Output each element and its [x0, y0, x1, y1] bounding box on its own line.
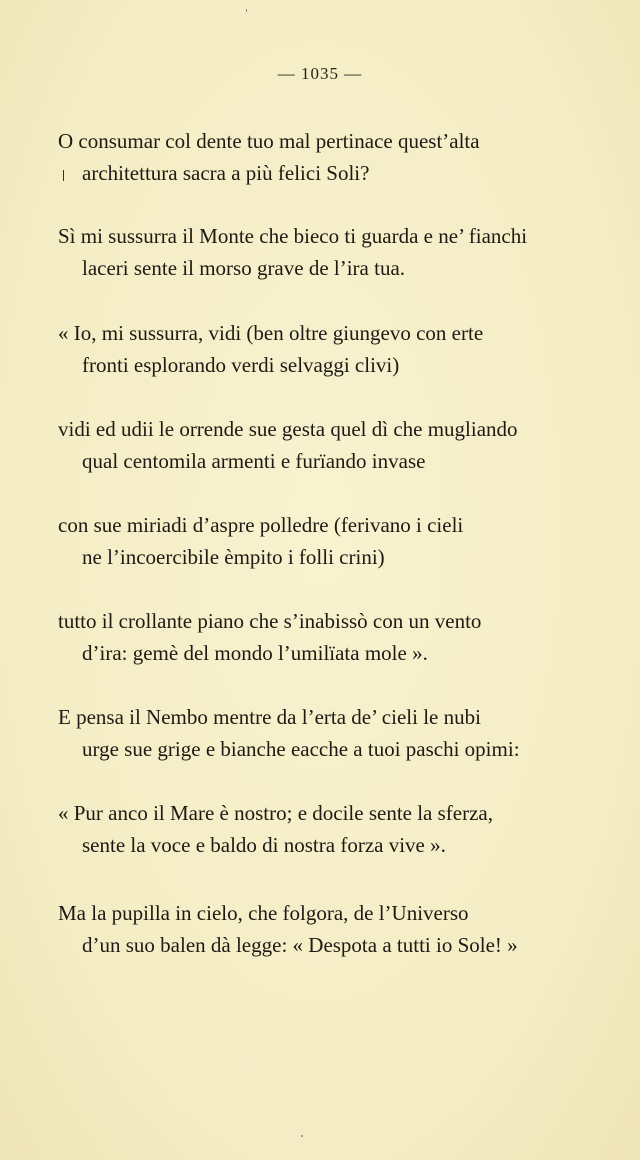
- margin-mark: [63, 170, 64, 181]
- stanza-line: vidi ed udii le orrende sue gesta quel dì che mugliando: [58, 417, 518, 441]
- stanza-line: laceri sente il morso grave de l’ira tua.: [82, 256, 406, 280]
- stanza-line: Ma la pupilla in cielo, che folgora, de l’Universo: [58, 901, 469, 925]
- stanza-line: tutto il crollante piano che s’inabissò con un vento: [58, 609, 482, 633]
- stanza-line: d’un suo balen dà legge: « Despota a tutti io Sole! »: [82, 933, 518, 957]
- stanza-line: architettura sacra a più felici Soli?: [82, 161, 370, 185]
- stanza-line: « Pur anco il Mare è nostro; e docile sente la sferza,: [58, 801, 494, 825]
- stanza-line: d’ira: gemè del mondo l’umilïata mole ».: [82, 641, 428, 665]
- stanza-line: qual centomila armenti e furïando invase: [82, 449, 426, 473]
- stanza-line: con sue miriadi d’aspre polledre (ferivano i cieli: [58, 513, 464, 537]
- paper-speck: [301, 1135, 303, 1137]
- stanza-line: O consumar col dente tuo mal pertinace quest’alta: [58, 129, 480, 153]
- stanza-line: fronti esplorando verdi selvaggi clivi): [82, 353, 400, 377]
- page-number: — 1035 —: [277, 64, 363, 83]
- stanza-line: « Io, mi sussurra, vidi (ben oltre giungevo con erte: [58, 321, 484, 345]
- stanza-line: ne l’incoercibile èmpito i folli crini): [82, 545, 385, 569]
- stanza-line: sente la voce e baldo di nostra forza vive ».: [82, 833, 446, 857]
- paper-speck: [246, 9, 247, 12]
- stanza-line: E pensa il Nembo mentre da l’erta de’ cieli le nubi: [58, 705, 481, 729]
- stanza-line: Sì mi sussurra il Monte che bieco ti guarda e ne’ fianchi: [58, 224, 528, 248]
- stanza-line: urge sue grige e bianche eacche a tuoi paschi opimi:: [82, 737, 520, 761]
